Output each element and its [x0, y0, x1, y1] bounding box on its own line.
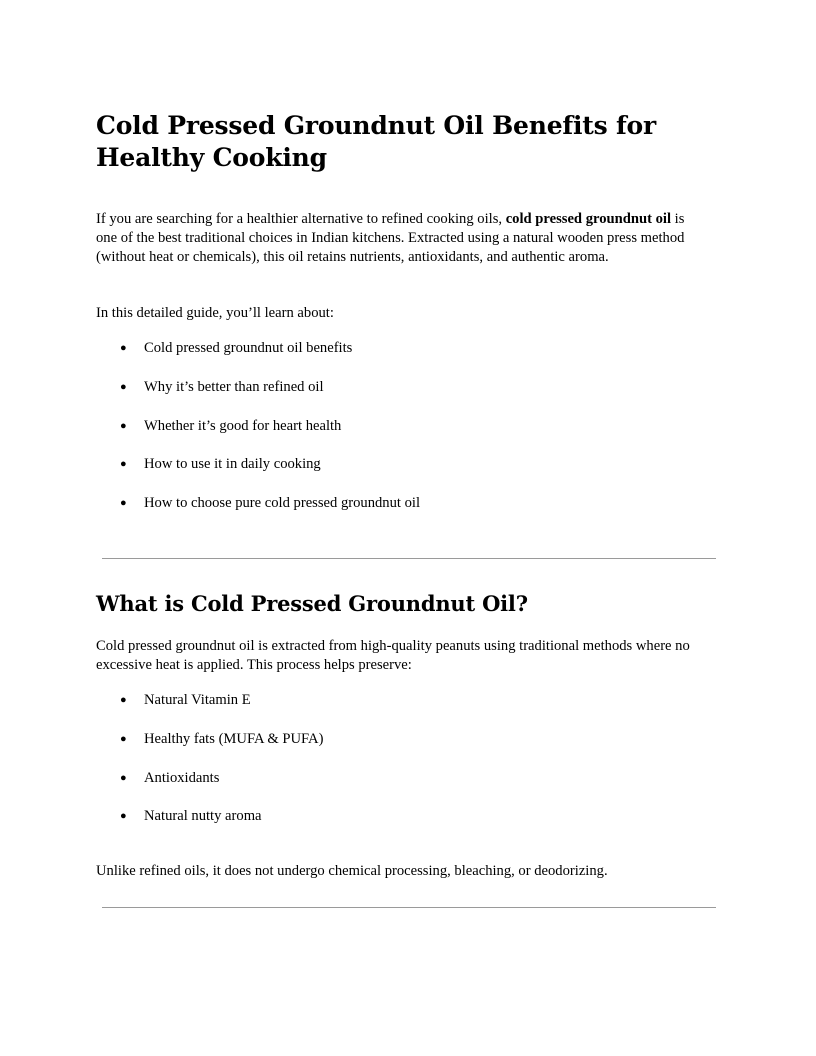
- list-item-text: Cold pressed groundnut oil benefits: [144, 340, 353, 356]
- section-heading: What is Cold Pressed Groundnut Oil?: [96, 591, 528, 616]
- list-item: [96, 378, 720, 417]
- preserve-list: [96, 691, 720, 846]
- bullet-icon: ●: [120, 497, 127, 510]
- bullet-icon: ●: [120, 694, 127, 706]
- guide-list: [96, 339, 720, 533]
- bullet-icon: ●: [120, 342, 127, 354]
- guide-lead-paragraph: In this detailed guide, you’ll learn about:: [96, 305, 334, 321]
- page-title: Cold Pressed Groundnut Oil Benefits for Healthy Cooking: [96, 111, 656, 172]
- list-item: [96, 691, 720, 730]
- list-item-text: How to choose pure cold pressed groundnut oil: [144, 495, 421, 512]
- intro-text-start: If you are searching for a healthier alternative to refined cooking oils,: [96, 211, 506, 227]
- section-divider: [102, 558, 716, 559]
- bullet-icon: ●: [120, 810, 127, 823]
- list-item: [96, 339, 720, 378]
- list-item-text: Antioxidants: [144, 769, 220, 786]
- list-item: [96, 769, 720, 808]
- intro-text-end: is one of the best traditional choices in Indian kitchens. Extracted using a natural wooden press method (without heat or chemicals), this oil retains nutrients, antioxidants, and authentic aroma.: [96, 211, 685, 265]
- bullet-icon: ●: [120, 380, 127, 393]
- list-item: [96, 455, 720, 494]
- closing-paragraph: Unlike refined oils, it does not undergo chemical processing, bleaching, or deodorizing.: [96, 863, 608, 879]
- list-item: [96, 807, 720, 846]
- list-item: [96, 417, 720, 456]
- section-divider: [102, 907, 716, 908]
- list-item-text: Whether it’s good for heart health: [144, 417, 342, 434]
- bullet-icon: ●: [120, 771, 127, 784]
- list-item-text: Natural nutty aroma: [144, 808, 262, 825]
- list-item-text: Why it’s better than refined oil: [144, 378, 324, 395]
- bullet-icon: ●: [120, 419, 127, 432]
- intro-paragraph: [96, 210, 696, 267]
- bullet-icon: ●: [120, 458, 127, 471]
- list-item-text: Healthy fats (MUFA & PUFA): [144, 730, 324, 747]
- section-paragraph: Cold pressed groundnut oil is extracted from high-quality peanuts using traditional methods where no excessive heat is applied. This process helps preserve:: [96, 638, 690, 673]
- intro-bold-keyword: cold pressed groundnut oil: [505, 211, 671, 227]
- list-item-text: How to use it in daily cooking: [144, 456, 321, 473]
- list-item: [96, 494, 720, 533]
- list-item: [96, 730, 720, 769]
- bullet-icon: ●: [120, 732, 127, 745]
- list-item-text: Natural Vitamin E: [144, 692, 251, 708]
